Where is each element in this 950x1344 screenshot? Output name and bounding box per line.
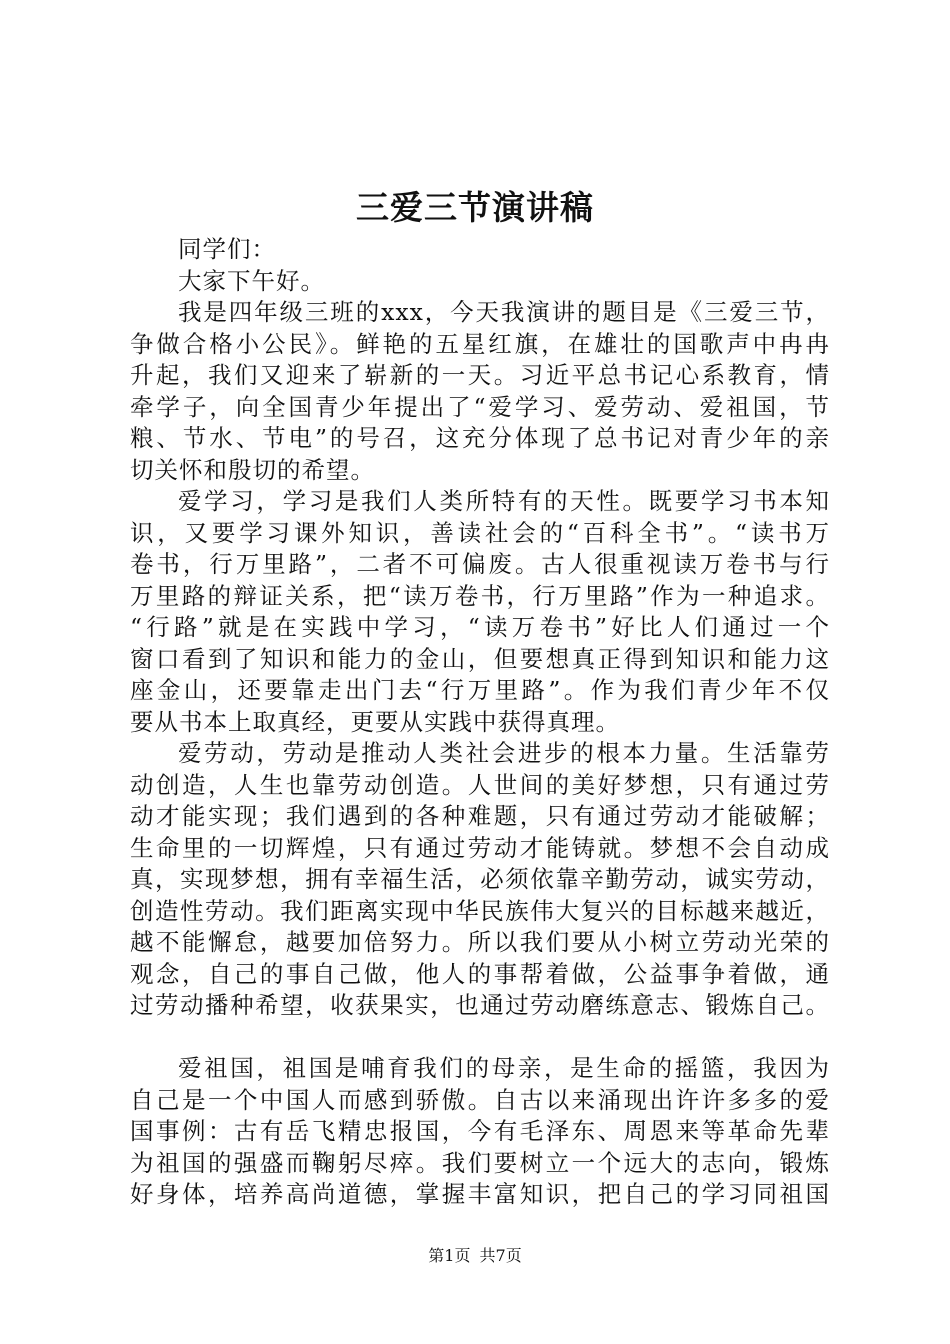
text-line: 同学们： [178,235,276,263]
text-line: 窗口看到了知识和能力的金山，但要想真正得到知识和能力这 [130,644,830,673]
text-line: 过劳动播种希望，收获果实，也通过劳动磨练意志、锻炼自己。 [130,991,830,1019]
text-line: 动创造，人生也靠劳动创造。人世间的美好梦想，只有通过劳 [130,770,830,799]
text-line: 真，实现梦想，拥有幸福生活，必须依靠辛勤劳动，诚实劳动， [130,865,830,893]
text-line: 创造性劳动。我们距离实现中华民族伟大复兴的目标越来越近， [130,896,830,925]
text-line: 粮、节水、节电”的号召，这充分体现了总书记对青少年的亲 [130,424,830,452]
document-title: 三爱三节演讲稿 [356,188,594,227]
text-line: 爱学习，学习是我们人类所特有的天性。既要学习书本知 [178,487,830,515]
text-line: 为祖国的强盛而鞠躬尽瘁。我们要树立一个远大的志向，锻炼 [130,1148,830,1177]
text-line: 要从书本上取真经，更要从实践中获得真理。 [130,707,620,736]
page-number: 第1页 [428,1246,471,1265]
text-line: 自己是一个中国人而感到骄傲。自古以来涌现出许许多多的爱 [130,1085,830,1114]
text-line: 牵学子，向全国青少年提出了“爱学习、爱劳动、爱祖国，节 [130,392,830,421]
document-body [130,234,830,1211]
text-line: 动才能实现；我们遇到的各种难题，只有通过劳动才能破解； [130,802,830,830]
text-line: 好身体，培养高尚道德，掌握丰富知识，把自己的学习同祖国 [130,1180,830,1208]
text-line: 生命里的一切辉煌，只有通过劳动才能铸就。梦想不会自动成 [130,833,830,862]
text-line: 爱劳动，劳动是推动人类社会进步的根本力量。生活靠劳 [178,739,830,767]
text-line: 座金山，还要靠走出门去“行万里路”。作为我们青少年不仅 [130,676,830,704]
page-total: 共7页 [479,1246,522,1265]
text-line: 我是四年级三班的xxx，今天我演讲的题目是《三爱三节， [178,298,830,326]
text-line: 争做合格小公民》。鲜艳的五星红旗，在雄壮的国歌声中冉冉 [130,329,830,358]
text-line: 升起，我们又迎来了崭新的一天。习近平总书记心系教育，情 [130,361,830,389]
text-line: 识，又要学习课外知识，善读社会的“百科全书”。“读书万 [130,518,830,547]
text-line: 观念，自己的事自己做，他人的事帮着做，公益事争着做，通 [130,959,830,988]
text-line: 切关怀和殷切的希望。 [130,455,375,484]
text-line: 万里路的辩证关系，把“读万卷书，行万里路”作为一种追求。 [130,581,830,610]
blank-line [130,1022,830,1054]
text-line: 卷书，行万里路”，二者不可偏废。古人很重视读万卷书与行 [130,550,830,578]
text-line: 大家下午好。 [178,266,325,295]
page-footer [0,1245,950,1267]
text-line: “行路”就是在实践中学习，“读万卷书”好比人们通过一个 [130,613,830,641]
text-line: 越不能懈怠，越要加倍努力。所以我们要从小树立劳动光荣的 [130,928,830,956]
text-line: 国事例：古有岳飞精忠报国，今有毛泽东、周恩来等革命先辈 [130,1117,830,1145]
text-line: 爱祖国，祖国是哺育我们的母亲，是生命的摇篮，我因为 [178,1054,830,1082]
